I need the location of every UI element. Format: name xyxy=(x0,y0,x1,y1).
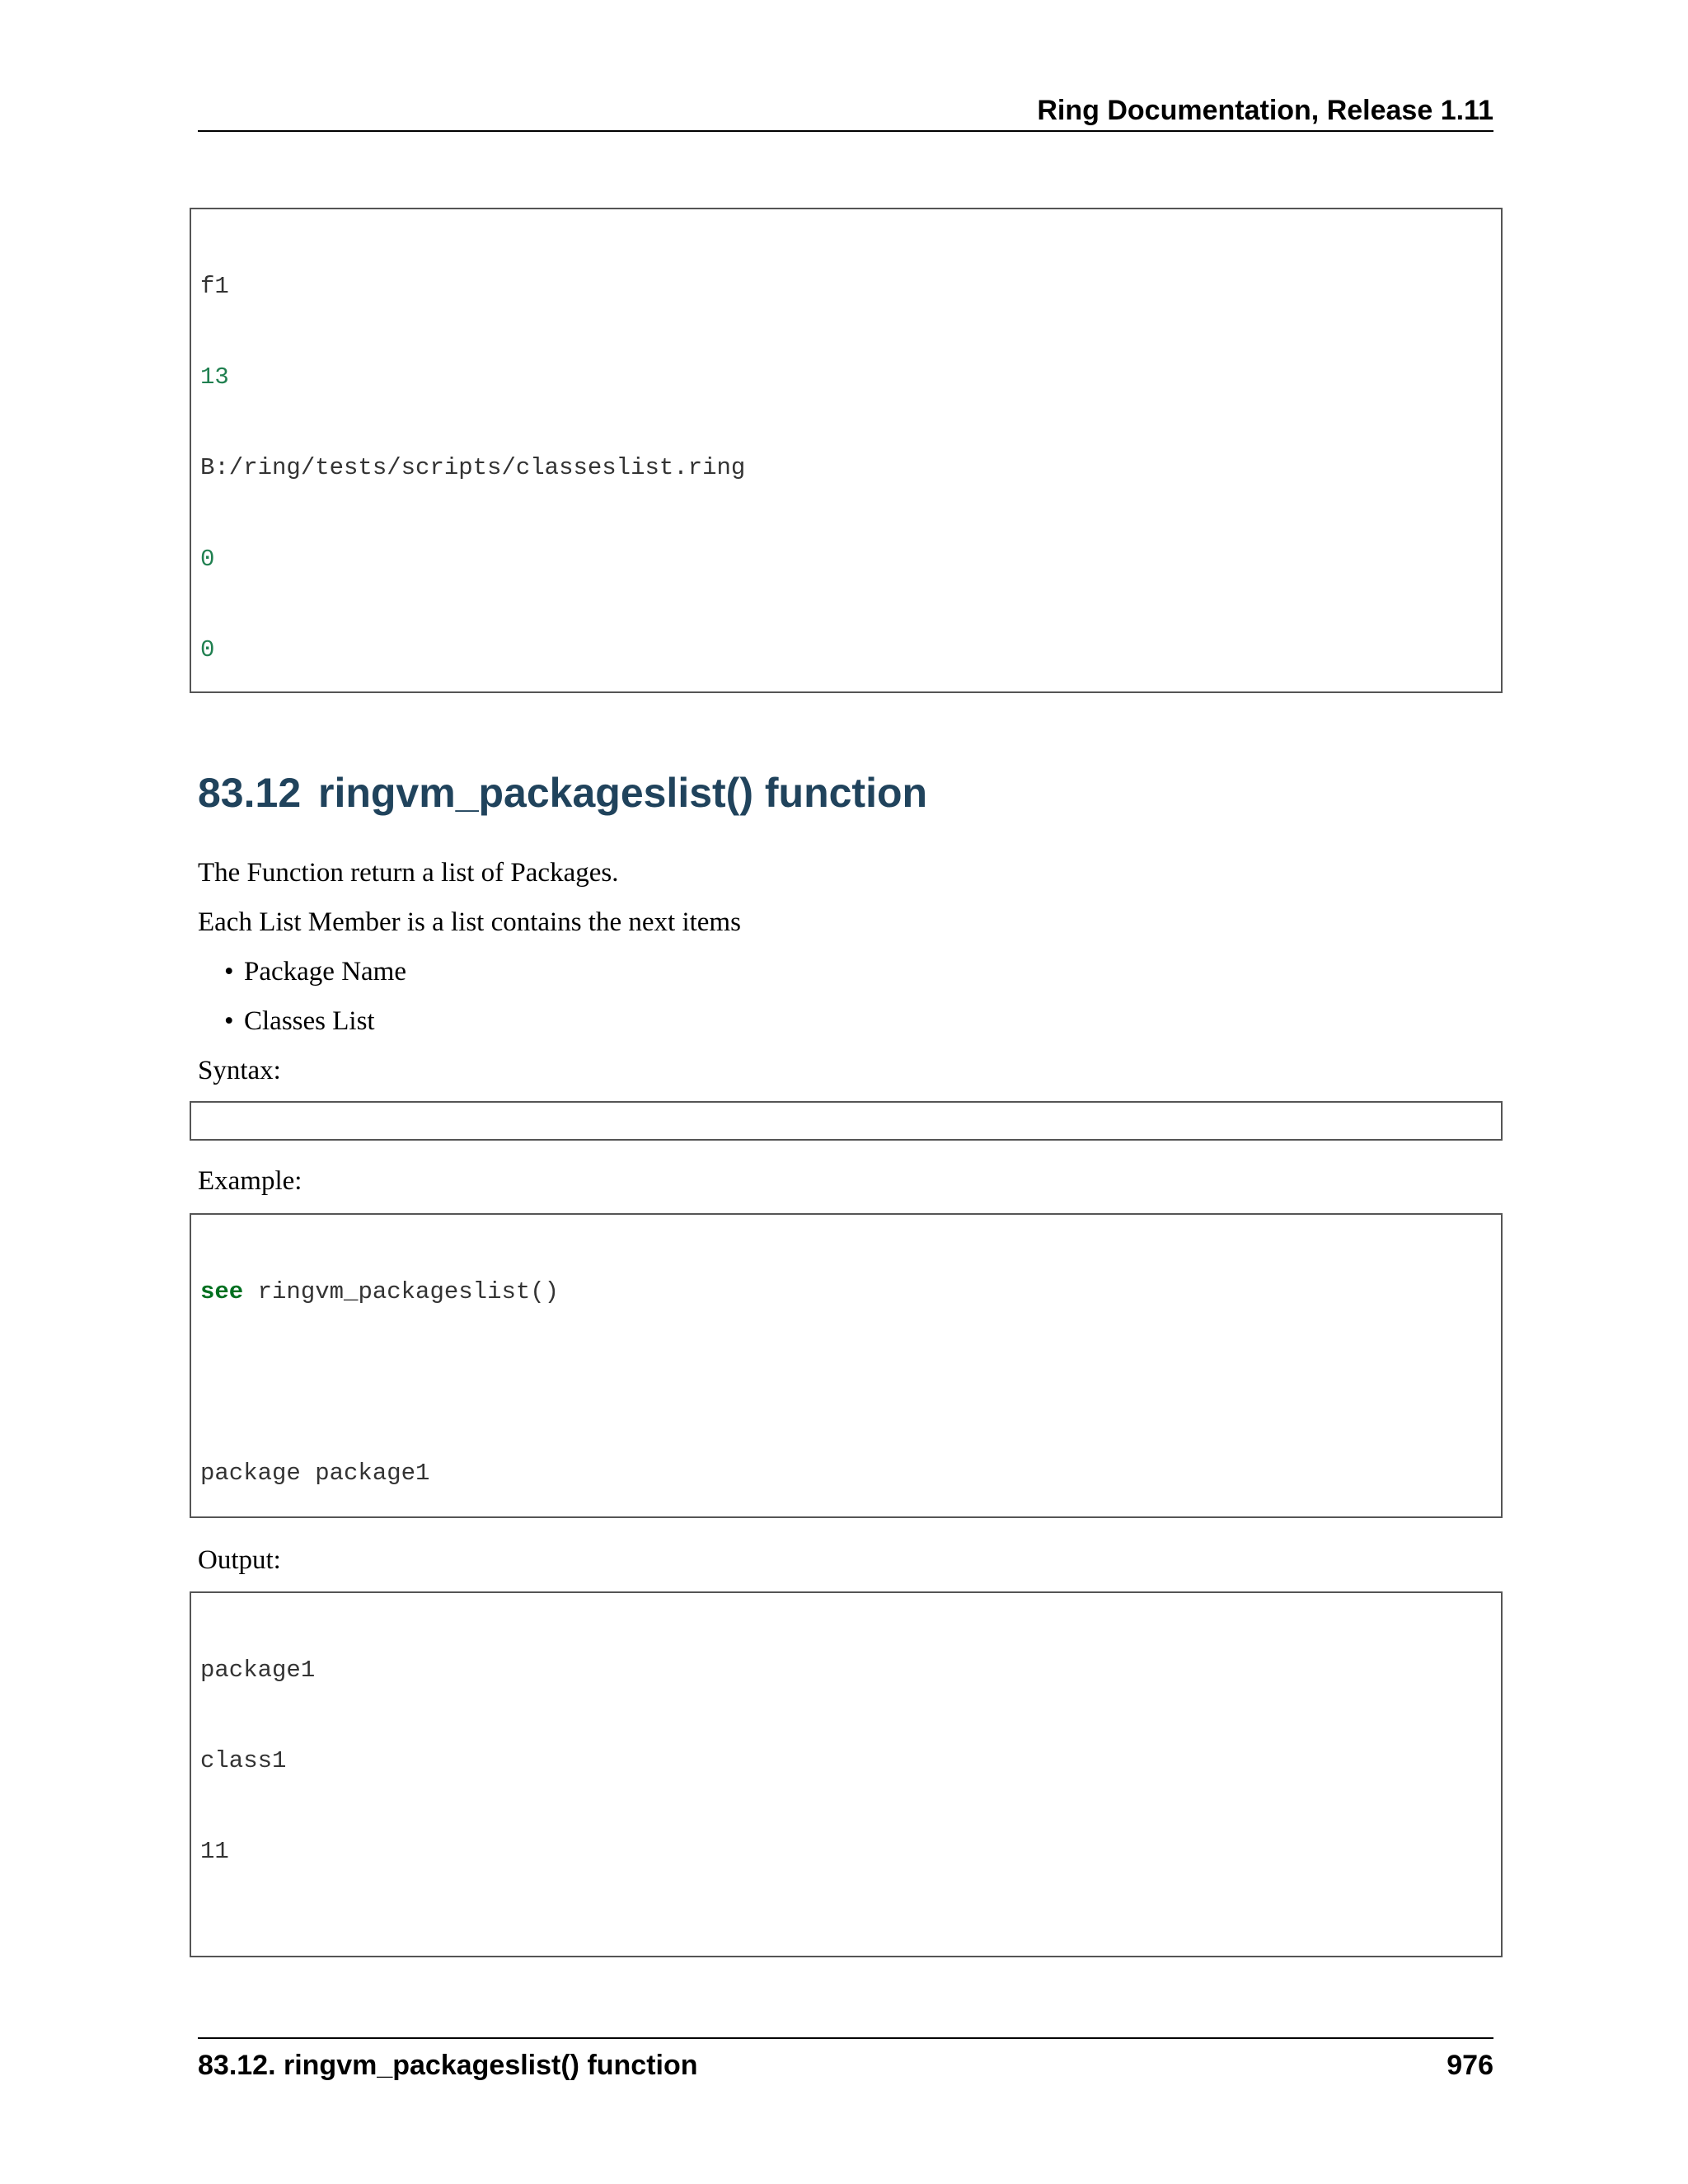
list-intro-paragraph: Each List Member is a list contains the next items xyxy=(198,907,741,937)
code-line: B:/ring/tests/scripts/classeslist.ring xyxy=(200,454,746,482)
code-line xyxy=(200,1277,1501,1308)
section-heading xyxy=(198,766,927,820)
code-line xyxy=(200,1929,1501,1957)
code-line: 11 xyxy=(200,1838,229,1866)
section-title: ringvm_packageslist() function xyxy=(318,770,928,816)
code-line: 0 xyxy=(200,545,215,573)
page-footer xyxy=(198,2037,1493,2085)
page-header xyxy=(198,91,1493,132)
code-block-example xyxy=(190,1213,1503,1518)
code-line: 0 xyxy=(200,636,215,664)
syntax-label: Syntax: xyxy=(198,1056,281,1085)
code-block-classes-output xyxy=(190,208,1503,693)
page-number: 976 xyxy=(1447,2050,1493,2081)
output-label: Output: xyxy=(198,1545,281,1575)
code-block-output xyxy=(190,1591,1503,1957)
example-label: Example: xyxy=(198,1166,302,1196)
list-item-text: Classes List xyxy=(244,1006,375,1036)
list-item-text: Package Name xyxy=(244,957,406,987)
bullet-icon: • xyxy=(224,1006,234,1036)
code-blank-line xyxy=(200,1368,1501,1399)
header-title: Ring Documentation, Release 1.11 xyxy=(1037,95,1493,126)
bullet-icon: • xyxy=(224,957,234,987)
list-item xyxy=(224,955,406,988)
code-line: 13 xyxy=(200,363,229,391)
code-text: ringvm_packageslist() xyxy=(243,1277,560,1305)
code-block-syntax xyxy=(190,1101,1503,1141)
list-item xyxy=(224,1005,375,1038)
code-line: f1 xyxy=(200,272,229,300)
code-line: package1 xyxy=(200,1656,316,1684)
code-line: class1 xyxy=(200,1746,287,1774)
code-keyword: see xyxy=(200,1277,244,1305)
code-line: package package1 xyxy=(200,1460,430,1488)
footer-section-title: 83.12. ringvm_packageslist() function xyxy=(198,2050,698,2081)
intro-paragraph: The Function return a list of Packages. xyxy=(198,858,619,888)
section-number: 83.12 xyxy=(198,770,302,816)
